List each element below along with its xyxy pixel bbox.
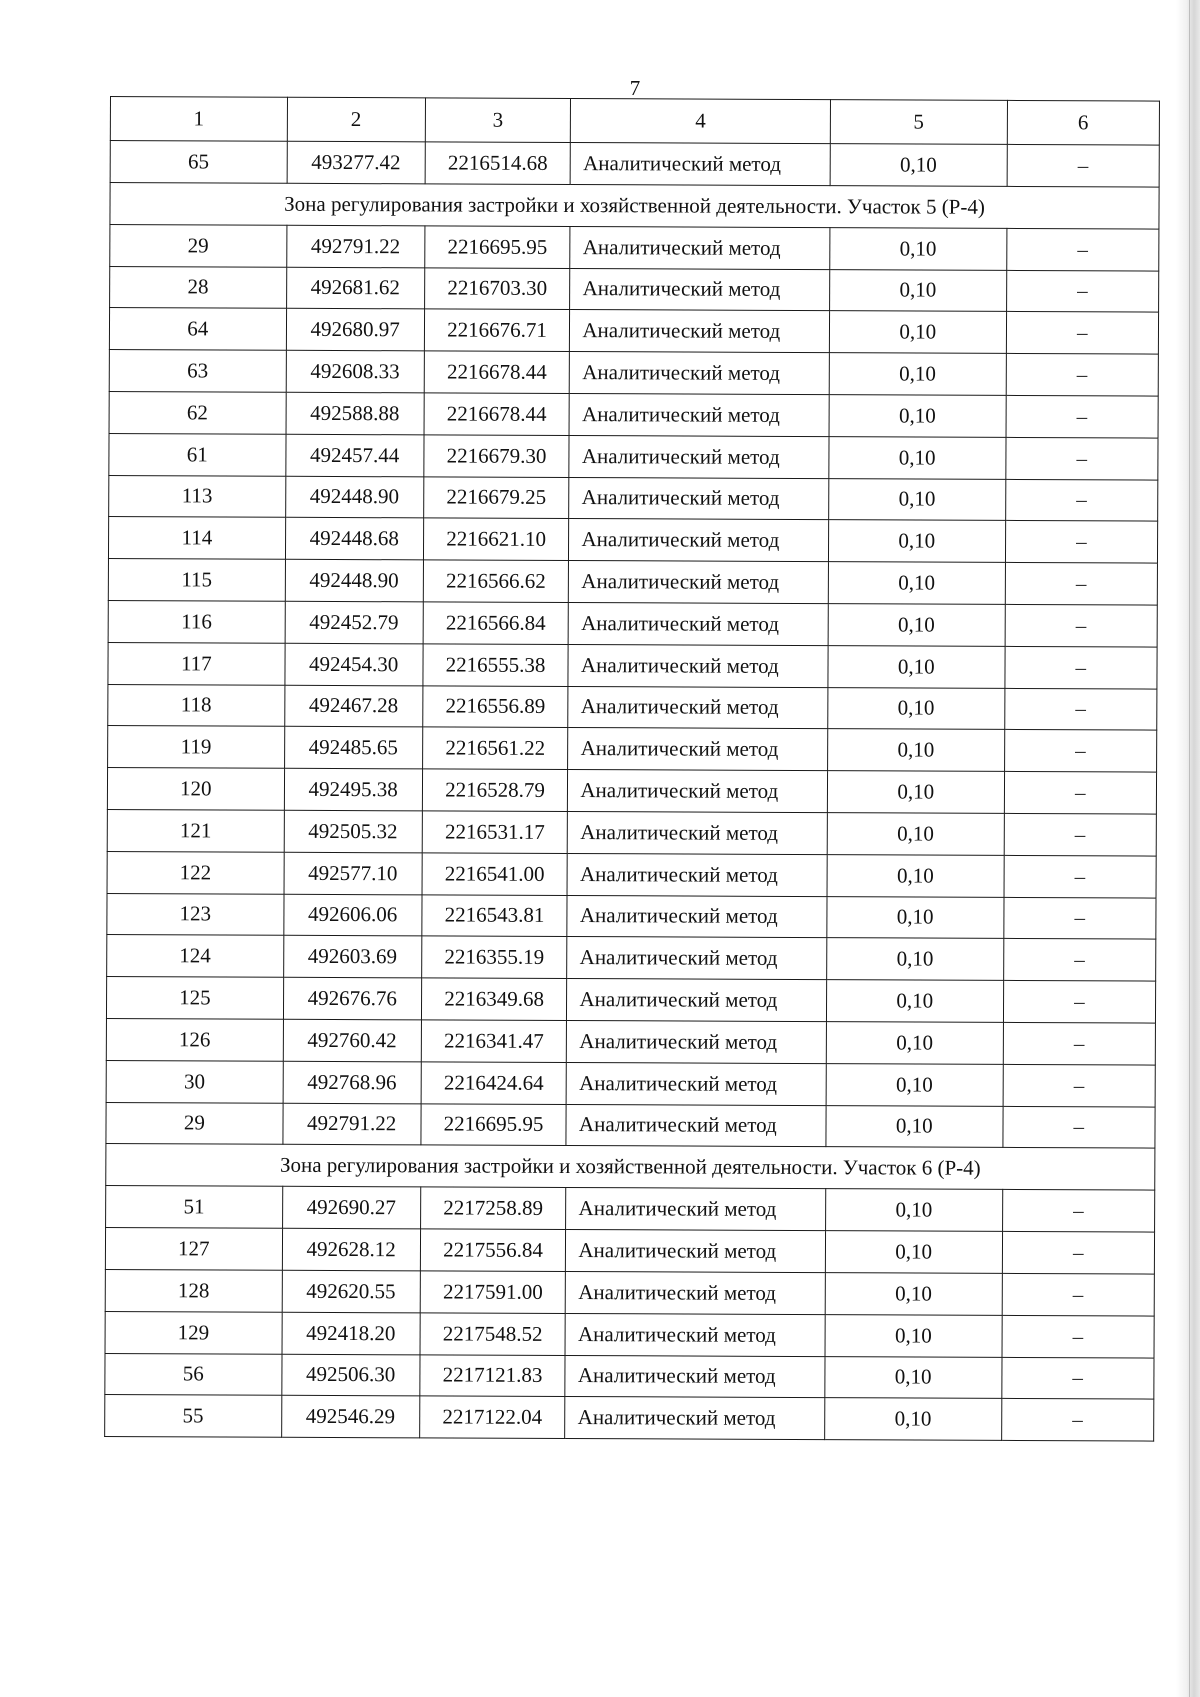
coordinates-table-wrapper xyxy=(104,96,1160,1442)
cell-note: – xyxy=(1003,1064,1156,1106)
cell-method: Аналитический метод xyxy=(568,811,828,854)
page-number: 7 xyxy=(629,76,641,100)
cell-coord-y: 2216514.68 xyxy=(425,142,571,184)
cell-accuracy: 0,10 xyxy=(826,1022,1003,1065)
table-row xyxy=(106,1186,1155,1232)
table-header-row xyxy=(110,97,1159,146)
table-row xyxy=(110,266,1159,312)
cell-coord-y: 2216621.10 xyxy=(423,518,569,560)
cell-method: Аналитический метод xyxy=(566,1188,826,1231)
header-col-1: 1 xyxy=(110,97,287,142)
cell-note: – xyxy=(1004,813,1157,855)
cell-coord-y: 2217556.84 xyxy=(420,1229,566,1271)
cell-note: – xyxy=(1006,312,1159,354)
table-row xyxy=(107,768,1156,814)
table-row xyxy=(108,559,1157,605)
table-row xyxy=(107,809,1156,855)
cell-point-number: 113 xyxy=(109,475,286,518)
cell-coord-x: 492760.42 xyxy=(283,1019,421,1061)
cell-coord-x: 492485.65 xyxy=(284,727,422,769)
cell-accuracy: 0,10 xyxy=(829,478,1006,521)
table-row xyxy=(105,1395,1154,1441)
header-col-4: 4 xyxy=(571,99,831,144)
cell-accuracy: 0,10 xyxy=(827,854,1004,897)
cell-coord-y: 2216679.25 xyxy=(423,476,569,518)
cell-coord-x: 492452.79 xyxy=(285,601,423,643)
cell-point-number: 122 xyxy=(107,851,284,894)
table-row xyxy=(105,1228,1154,1274)
cell-accuracy: 0,10 xyxy=(828,562,1005,605)
table-row xyxy=(107,893,1156,939)
cell-accuracy: 0,10 xyxy=(828,645,1005,688)
cell-method: Аналитический метод xyxy=(569,519,829,562)
cell-note: – xyxy=(1001,1399,1154,1441)
table-row xyxy=(107,851,1156,897)
zone-title: Зона регулирования застройки и хозяйственной деятельности. Участок 6 (Р-4) xyxy=(106,1144,1155,1191)
cell-method: Аналитический метод xyxy=(569,393,829,436)
cell-point-number: 28 xyxy=(110,266,287,309)
cell-method: Аналитический метод xyxy=(568,770,828,813)
cell-coord-x: 492603.69 xyxy=(283,936,421,978)
cell-note: – xyxy=(1002,1232,1155,1274)
cell-accuracy: 0,10 xyxy=(829,436,1006,479)
table-row xyxy=(108,726,1157,772)
cell-coord-x: 492467.28 xyxy=(284,685,422,727)
cell-coord-y: 2216695.95 xyxy=(421,1103,567,1145)
header-col-3: 3 xyxy=(425,98,571,143)
cell-point-number: 56 xyxy=(105,1353,282,1396)
scan-edge-line xyxy=(1189,0,1190,1697)
cell-coord-x: 492448.68 xyxy=(285,518,423,560)
table-row xyxy=(109,475,1158,521)
cell-point-number: 126 xyxy=(106,1018,283,1061)
cell-method: Аналитический метод xyxy=(568,686,828,729)
cell-method: Аналитический метод xyxy=(571,143,831,186)
cell-coord-y: 2217122.04 xyxy=(419,1396,565,1438)
table-row xyxy=(108,684,1157,730)
table-row xyxy=(109,433,1158,479)
table-row xyxy=(105,1269,1154,1315)
cell-coord-y: 2217591.00 xyxy=(420,1271,566,1313)
cell-note: – xyxy=(1001,1357,1154,1399)
cell-method: Аналитический метод xyxy=(570,310,830,353)
cell-coord-y: 2216695.95 xyxy=(424,226,570,268)
cell-note: – xyxy=(1003,897,1156,939)
cell-coord-x: 492506.30 xyxy=(282,1354,420,1396)
cell-coord-y: 2216676.71 xyxy=(424,309,570,351)
table-row xyxy=(106,1018,1155,1064)
cell-method: Аналитический метод xyxy=(569,435,829,478)
cell-method: Аналитический метод xyxy=(567,1020,827,1063)
cell-coord-x: 492791.22 xyxy=(283,1103,421,1145)
cell-coord-y: 2216543.81 xyxy=(422,894,568,936)
cell-method: Аналитический метод xyxy=(565,1313,825,1356)
cell-coord-y: 2216679.30 xyxy=(424,435,570,477)
table-row xyxy=(106,1102,1155,1148)
table-body xyxy=(105,97,1160,1442)
cell-note: – xyxy=(1005,563,1158,605)
table-row xyxy=(110,141,1159,187)
cell-point-number: 128 xyxy=(105,1269,282,1312)
cell-point-number: 123 xyxy=(107,893,284,936)
table-row xyxy=(108,642,1157,688)
cell-accuracy: 0,10 xyxy=(826,980,1003,1023)
cell-point-number: 55 xyxy=(105,1395,282,1438)
cell-coord-y: 2216566.84 xyxy=(423,602,569,644)
cell-note: – xyxy=(1005,646,1158,688)
cell-method: Аналитический метод xyxy=(569,477,829,520)
cell-coord-x: 492546.29 xyxy=(281,1396,419,1438)
cell-coord-y: 2216561.22 xyxy=(422,727,568,769)
table-row xyxy=(106,1060,1155,1106)
cell-accuracy: 0,10 xyxy=(826,1063,1003,1106)
cell-note: – xyxy=(1004,772,1157,814)
cell-coord-x: 492680.97 xyxy=(286,309,424,351)
cell-method: Аналитический метод xyxy=(570,352,830,395)
cell-accuracy: 0,10 xyxy=(827,896,1004,939)
cell-note: – xyxy=(1005,479,1158,521)
cell-point-number: 117 xyxy=(108,642,285,685)
table-row xyxy=(109,308,1158,354)
cell-coord-x: 492505.32 xyxy=(284,810,422,852)
cell-note: – xyxy=(1005,604,1158,646)
cell-coord-x: 492577.10 xyxy=(284,852,422,894)
cell-accuracy: 0,10 xyxy=(827,938,1004,981)
cell-note: – xyxy=(1006,228,1159,270)
cell-coord-y: 2216424.64 xyxy=(421,1062,567,1104)
cell-point-number: 64 xyxy=(109,308,286,351)
cell-coord-y: 2216556.89 xyxy=(422,685,568,727)
cell-method: Аналитический метод xyxy=(567,895,827,938)
scan-edge-shadow xyxy=(1176,0,1200,1697)
cell-accuracy: 0,10 xyxy=(830,144,1007,187)
cell-point-number: 114 xyxy=(108,517,285,560)
cell-coord-x: 492676.76 xyxy=(283,977,421,1019)
cell-accuracy: 0,10 xyxy=(829,269,1006,312)
cell-method: Аналитический метод xyxy=(566,1230,826,1273)
cell-method: Аналитический метод xyxy=(567,937,827,980)
cell-point-number: 118 xyxy=(108,684,285,727)
cell-note: – xyxy=(1002,1315,1155,1357)
cell-method: Аналитический метод xyxy=(566,1271,826,1314)
cell-coord-y: 2217258.89 xyxy=(420,1187,566,1229)
cell-accuracy: 0,10 xyxy=(829,395,1006,438)
cell-coord-x: 492454.30 xyxy=(285,643,423,685)
cell-accuracy: 0,10 xyxy=(825,1189,1002,1232)
cell-note: – xyxy=(1003,1106,1156,1148)
cell-note: – xyxy=(1004,730,1157,772)
cell-method: Аналитический метод xyxy=(569,602,829,645)
table-row xyxy=(105,1311,1154,1357)
cell-note: – xyxy=(1004,688,1157,730)
cell-method: Аналитический метод xyxy=(565,1397,825,1440)
cell-note: – xyxy=(1007,144,1160,186)
cell-note: – xyxy=(1003,1022,1156,1064)
table-row xyxy=(109,391,1158,437)
cell-method: Аналитический метод xyxy=(566,1104,826,1147)
cell-coord-y: 2217548.52 xyxy=(420,1313,566,1355)
cell-coord-y: 2216566.62 xyxy=(423,560,569,602)
cell-point-number: 127 xyxy=(105,1228,282,1271)
cell-coord-x: 493277.42 xyxy=(287,141,425,183)
cell-coord-x: 492448.90 xyxy=(285,476,423,518)
cell-accuracy: 0,10 xyxy=(826,1105,1003,1148)
cell-accuracy: 0,10 xyxy=(827,771,1004,814)
cell-point-number: 62 xyxy=(109,391,286,434)
cell-method: Аналитический метод xyxy=(567,1062,827,1105)
cell-point-number: 65 xyxy=(110,141,287,184)
cell-accuracy: 0,10 xyxy=(829,353,1006,396)
cell-accuracy: 0,10 xyxy=(828,520,1005,563)
cell-note: – xyxy=(1006,395,1159,437)
cell-method: Аналитический метод xyxy=(567,853,827,896)
cell-coord-y: 2216555.38 xyxy=(423,644,569,686)
table-row xyxy=(108,600,1157,646)
cell-coord-x: 492620.55 xyxy=(282,1270,420,1312)
cell-note: – xyxy=(1004,855,1157,897)
cell-accuracy: 0,10 xyxy=(827,729,1004,772)
cell-note: – xyxy=(1005,521,1158,563)
cell-note: – xyxy=(1006,270,1159,312)
cell-accuracy: 0,10 xyxy=(825,1273,1002,1316)
cell-coord-x: 492588.88 xyxy=(286,392,424,434)
zone-title-row xyxy=(110,182,1159,229)
cell-coord-x: 492418.20 xyxy=(282,1312,420,1354)
cell-coord-x: 492690.27 xyxy=(282,1187,420,1229)
cell-point-number: 121 xyxy=(107,809,284,852)
cell-point-number: 29 xyxy=(106,1102,283,1145)
cell-accuracy: 0,10 xyxy=(825,1356,1002,1399)
cell-method: Аналитический метод xyxy=(565,1355,825,1398)
header-col-2: 2 xyxy=(287,97,425,142)
table-row xyxy=(110,224,1159,270)
cell-method: Аналитический метод xyxy=(570,226,830,269)
cell-accuracy: 0,10 xyxy=(825,1231,1002,1274)
zone-title: Зона регулирования застройки и хозяйственной деятельности. Участок 5 (Р-4) xyxy=(110,182,1159,229)
cell-point-number: 120 xyxy=(107,768,284,811)
cell-coord-y: 2216678.44 xyxy=(424,393,570,435)
cell-point-number: 61 xyxy=(109,433,286,476)
cell-coord-y: 2216341.47 xyxy=(421,1020,567,1062)
cell-coord-y: 2216531.17 xyxy=(422,811,568,853)
cell-note: – xyxy=(1002,1273,1155,1315)
cell-point-number: 29 xyxy=(110,224,287,267)
cell-accuracy: 0,10 xyxy=(830,227,1007,270)
table-row xyxy=(107,935,1156,981)
cell-point-number: 115 xyxy=(108,559,285,602)
cell-coord-y: 2217121.83 xyxy=(420,1354,566,1396)
cell-note: – xyxy=(1003,939,1156,981)
coordinates-table xyxy=(104,96,1160,1442)
cell-accuracy: 0,10 xyxy=(827,813,1004,856)
header-col-5: 5 xyxy=(830,100,1007,145)
cell-accuracy: 0,10 xyxy=(828,687,1005,730)
cell-coord-x: 492628.12 xyxy=(282,1228,420,1270)
cell-coord-y: 2216528.79 xyxy=(422,769,568,811)
cell-point-number: 63 xyxy=(109,350,286,393)
cell-coord-x: 492608.33 xyxy=(286,350,424,392)
cell-coord-y: 2216355.19 xyxy=(421,936,567,978)
cell-accuracy: 0,10 xyxy=(828,604,1005,647)
cell-point-number: 116 xyxy=(108,600,285,643)
cell-coord-x: 492606.06 xyxy=(284,894,422,936)
cell-note: – xyxy=(1005,437,1158,479)
cell-point-number: 119 xyxy=(108,726,285,769)
cell-accuracy: 0,10 xyxy=(829,311,1006,354)
cell-accuracy: 0,10 xyxy=(825,1314,1002,1357)
table-row xyxy=(108,517,1157,563)
table-row xyxy=(106,977,1155,1023)
cell-point-number: 30 xyxy=(106,1060,283,1103)
cell-point-number: 125 xyxy=(106,977,283,1020)
cell-accuracy: 0,10 xyxy=(825,1398,1002,1441)
cell-method: Аналитический метод xyxy=(568,728,828,771)
cell-note: – xyxy=(1003,981,1156,1023)
cell-coord-x: 492495.38 xyxy=(284,768,422,810)
cell-coord-x: 492448.90 xyxy=(285,559,423,601)
zone-title-row xyxy=(106,1144,1155,1191)
cell-point-number: 124 xyxy=(107,935,284,978)
cell-point-number: 51 xyxy=(106,1186,283,1229)
cell-method: Аналитический метод xyxy=(569,561,829,604)
table-row xyxy=(105,1353,1154,1399)
cell-point-number: 129 xyxy=(105,1311,282,1354)
cell-coord-x: 492791.22 xyxy=(286,225,424,267)
cell-coord-x: 492768.96 xyxy=(283,1061,421,1103)
cell-coord-y: 2216349.68 xyxy=(421,978,567,1020)
header-col-6: 6 xyxy=(1007,100,1160,145)
cell-note: – xyxy=(1002,1190,1155,1232)
cell-method: Аналитический метод xyxy=(568,644,828,687)
table-row xyxy=(109,350,1158,396)
cell-coord-x: 492681.62 xyxy=(286,267,424,309)
cell-coord-y: 2216541.00 xyxy=(422,853,568,895)
cell-coord-x: 492457.44 xyxy=(286,434,424,476)
cell-coord-y: 2216703.30 xyxy=(424,267,570,309)
cell-note: – xyxy=(1006,354,1159,396)
cell-method: Аналитический метод xyxy=(570,268,830,311)
cell-coord-y: 2216678.44 xyxy=(424,351,570,393)
cell-method: Аналитический метод xyxy=(567,979,827,1022)
